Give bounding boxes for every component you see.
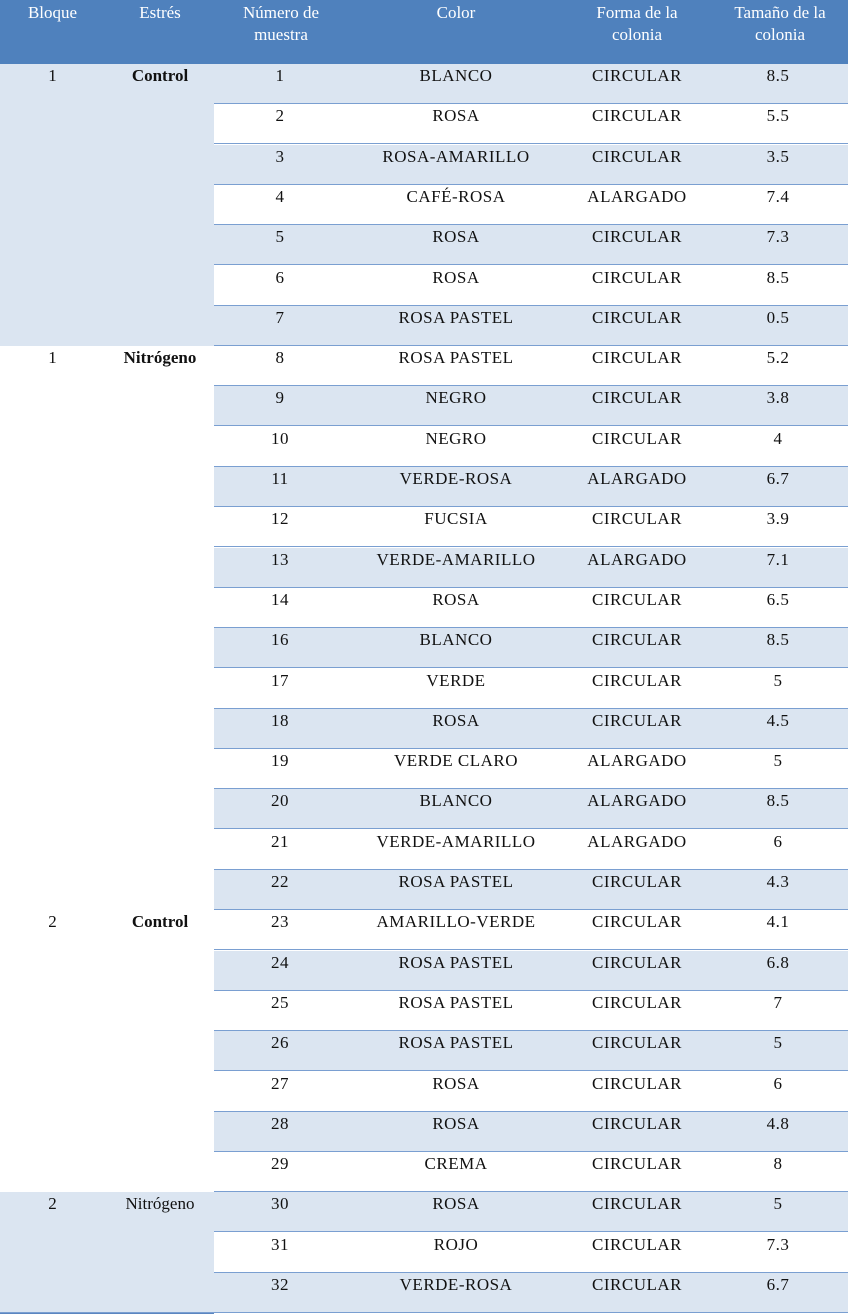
cell-tamano: 7.3 — [766, 227, 790, 247]
cell-numero: 3 — [275, 146, 285, 166]
cell-tamano: 4.3 — [766, 872, 790, 891]
cell-numero: 16 — [271, 630, 289, 650]
cell-tamano: 6.8 — [766, 952, 790, 972]
cell-forma: CIRCULAR — [592, 106, 682, 126]
cell-tamano: 7.4 — [766, 186, 790, 206]
cell-tamano: 4.5 — [766, 710, 790, 730]
cell-forma: ALARGADO — [587, 469, 687, 488]
cell-forma: CIRCULAR — [592, 1194, 682, 1214]
cell-numero: 6 — [275, 267, 285, 287]
cell-color: FUCSIA — [424, 509, 488, 529]
cell-color: VERDE-ROSA — [399, 1275, 513, 1294]
cell-forma: CIRCULAR — [592, 912, 682, 932]
cell-color: ROJO — [433, 1234, 479, 1254]
table-row — [214, 1112, 848, 1152]
header-color: Color — [436, 3, 476, 22]
cell-color: ROSA — [432, 1073, 480, 1093]
cell-forma: CIRCULAR — [592, 952, 682, 972]
cell-tamano: 7.1 — [766, 549, 790, 569]
cell-forma: CIRCULAR — [592, 1113, 682, 1133]
cell-tamano: 3.8 — [766, 388, 790, 408]
cell-numero: 13 — [271, 549, 289, 569]
cell-tamano: 6 — [773, 831, 783, 851]
cell-color: NEGRO — [425, 428, 487, 448]
cell-color: VERDE — [426, 670, 486, 690]
table-row — [214, 266, 848, 306]
table-row — [214, 669, 848, 709]
cell-color: ROSA PASTEL — [398, 952, 514, 972]
table-header — [0, 0, 848, 64]
cell-forma: CIRCULAR — [592, 1073, 682, 1093]
header-numero: Número de muestra — [242, 3, 319, 44]
cell-forma: CIRCULAR — [592, 428, 682, 448]
table-row — [214, 1031, 848, 1071]
table-row — [214, 548, 848, 588]
table-row — [214, 991, 848, 1031]
cell-numero: 14 — [271, 589, 289, 609]
cell-tamano: 8.5 — [766, 791, 790, 811]
cell-forma: ALARGADO — [587, 186, 687, 206]
cell-forma: CIRCULAR — [592, 589, 682, 609]
cell-forma: CIRCULAR — [592, 267, 682, 287]
cell-tamano: 8.5 — [766, 66, 790, 85]
cell-numero: 22 — [271, 872, 289, 891]
cell-tamano: 5.5 — [766, 106, 790, 126]
cell-numero: 7 — [275, 307, 285, 327]
table-bottom-rule — [0, 1312, 848, 1313]
table-row — [214, 1233, 848, 1273]
cell-numero: 17 — [271, 670, 289, 690]
cell-numero: 27 — [271, 1073, 289, 1093]
cell-tamano: 5 — [773, 751, 783, 771]
cell-numero: 20 — [271, 791, 289, 811]
group-estres: Nitrógeno — [123, 348, 197, 368]
cell-numero: 21 — [271, 831, 289, 851]
cell-numero: 4 — [275, 186, 285, 206]
cell-numero: 23 — [271, 912, 289, 932]
cell-color: BLANCO — [419, 791, 493, 811]
cell-tamano: 3.9 — [766, 509, 790, 529]
cell-color: ROSA PASTEL — [398, 307, 514, 327]
cell-forma: CIRCULAR — [592, 66, 682, 85]
cell-color: BLANCO — [419, 630, 493, 650]
cell-forma: ALARGADO — [587, 831, 687, 851]
cell-numero: 26 — [271, 1033, 289, 1053]
cell-numero: 18 — [271, 710, 289, 730]
cell-tamano: 8.5 — [766, 630, 790, 650]
header-tamano: Tamaño de la colonia — [734, 3, 826, 44]
cell-color: VERDE-ROSA — [399, 469, 513, 488]
cell-color: ROSA PASTEL — [398, 1033, 514, 1053]
cell-tamano: 4.1 — [766, 912, 790, 932]
group-estres: Control — [131, 912, 189, 932]
group-bloque: 1 — [48, 66, 57, 85]
cell-tamano: 5 — [773, 670, 783, 690]
cell-forma: CIRCULAR — [592, 227, 682, 247]
cell-color: ROSA — [432, 710, 480, 730]
cell-color: ROSA PASTEL — [398, 348, 514, 368]
table-row — [214, 951, 848, 991]
cell-color: ROSA — [432, 589, 480, 609]
table-row — [214, 789, 848, 829]
cell-color: CREMA — [424, 1154, 488, 1174]
cell-color: ROSA-AMARILLO — [382, 146, 530, 166]
table-row — [214, 145, 848, 185]
cell-color: ROSA — [432, 106, 480, 126]
header-forma: Forma de la colonia — [596, 3, 678, 44]
table-row — [214, 910, 848, 950]
cell-tamano: 3.5 — [766, 146, 790, 166]
table-row — [214, 749, 848, 789]
cell-tamano: 6 — [773, 1073, 783, 1093]
table-row — [214, 1152, 848, 1192]
cell-tamano: 8 — [773, 1154, 783, 1174]
table-row — [214, 1072, 848, 1112]
cell-color: ROSA — [432, 1113, 480, 1133]
table-row — [214, 427, 848, 467]
cell-forma: CIRCULAR — [592, 146, 682, 166]
cell-numero: 12 — [271, 509, 289, 529]
table-row — [214, 830, 848, 870]
cell-tamano: 6.5 — [766, 589, 790, 609]
cell-forma: CIRCULAR — [592, 992, 682, 1012]
table-row — [214, 185, 848, 225]
cell-numero: 19 — [271, 751, 289, 771]
cell-tamano: 6.7 — [766, 469, 790, 488]
cell-numero: 32 — [271, 1275, 289, 1294]
group-bloque: 2 — [48, 912, 57, 932]
cell-color: AMARILLO-VERDE — [376, 912, 536, 932]
cell-color: VERDE-AMARILLO — [376, 831, 536, 851]
table-row — [214, 467, 848, 507]
table-row — [214, 507, 848, 547]
cell-numero: 25 — [271, 992, 289, 1012]
group-bloque: 1 — [48, 348, 57, 368]
cell-forma: CIRCULAR — [592, 348, 682, 368]
cell-color: NEGRO — [425, 388, 487, 408]
cell-numero: 24 — [271, 952, 289, 972]
cell-forma: CIRCULAR — [592, 710, 682, 730]
cell-tamano: 7 — [773, 992, 783, 1012]
cell-tamano: 5 — [773, 1033, 783, 1053]
cell-numero: 31 — [271, 1234, 289, 1254]
cell-numero: 5 — [275, 227, 285, 247]
table-row — [214, 104, 848, 144]
cell-forma: CIRCULAR — [592, 1275, 682, 1294]
cell-color: ROSA PASTEL — [398, 872, 514, 891]
cell-color: VERDE CLARO — [393, 751, 519, 771]
cell-numero: 9 — [275, 388, 285, 408]
group-band — [0, 346, 214, 750]
group-estres: Control — [131, 66, 189, 85]
cell-color: ROSA — [432, 1194, 480, 1214]
cell-numero: 30 — [271, 1194, 289, 1214]
table-row — [214, 628, 848, 668]
cell-forma: CIRCULAR — [592, 630, 682, 650]
table-row — [214, 346, 848, 386]
cell-forma: CIRCULAR — [592, 307, 682, 327]
header-bloque: Bloque — [27, 3, 78, 22]
table-row — [214, 225, 848, 265]
cell-numero: 8 — [275, 348, 285, 368]
cell-numero: 28 — [271, 1113, 289, 1133]
cell-tamano: 6.7 — [766, 1275, 790, 1294]
table-row — [214, 588, 848, 628]
header-estres: Estrés — [139, 3, 181, 22]
cell-color: ROSA — [432, 267, 480, 287]
cell-color: BLANCO — [419, 66, 493, 85]
cell-numero: 29 — [271, 1154, 289, 1174]
cell-forma: CIRCULAR — [592, 670, 682, 690]
table-row — [214, 306, 848, 346]
group-band — [0, 749, 214, 1193]
cell-color: CAFÉ-ROSA — [406, 186, 506, 206]
table-row — [214, 1273, 848, 1313]
group-bloque: 2 — [48, 1194, 57, 1214]
cell-forma: ALARGADO — [587, 751, 687, 771]
table-row — [214, 386, 848, 426]
cell-forma: ALARGADO — [587, 791, 687, 811]
table-row — [214, 1192, 848, 1232]
cell-numero: 1 — [275, 66, 285, 85]
table-row — [214, 870, 848, 910]
cell-forma: CIRCULAR — [592, 872, 682, 891]
cell-color: ROSA PASTEL — [398, 992, 514, 1012]
cell-tamano: 8.5 — [766, 267, 790, 287]
cell-forma: CIRCULAR — [592, 1154, 682, 1174]
cell-forma: CIRCULAR — [592, 388, 682, 408]
cell-forma: CIRCULAR — [592, 509, 682, 529]
cell-tamano: 7.3 — [766, 1234, 790, 1254]
cell-forma: CIRCULAR — [592, 1234, 682, 1254]
cell-tamano: 5 — [773, 1194, 783, 1214]
cell-tamano: 4 — [773, 428, 783, 448]
cell-forma: CIRCULAR — [592, 1033, 682, 1053]
cell-tamano: 0.5 — [766, 307, 790, 327]
table-row — [214, 709, 848, 749]
cell-color: ROSA — [432, 227, 480, 247]
cell-numero: 11 — [271, 469, 289, 488]
group-band — [0, 64, 214, 347]
cell-numero: 2 — [275, 106, 285, 126]
cell-numero: 10 — [271, 428, 289, 448]
cell-tamano: 4.8 — [766, 1113, 790, 1133]
cell-color: VERDE-AMARILLO — [376, 549, 536, 569]
cell-tamano: 5.2 — [766, 348, 790, 368]
cell-forma: ALARGADO — [587, 549, 687, 569]
group-estres: Nitrógeno — [125, 1194, 195, 1214]
table-row — [214, 64, 848, 104]
